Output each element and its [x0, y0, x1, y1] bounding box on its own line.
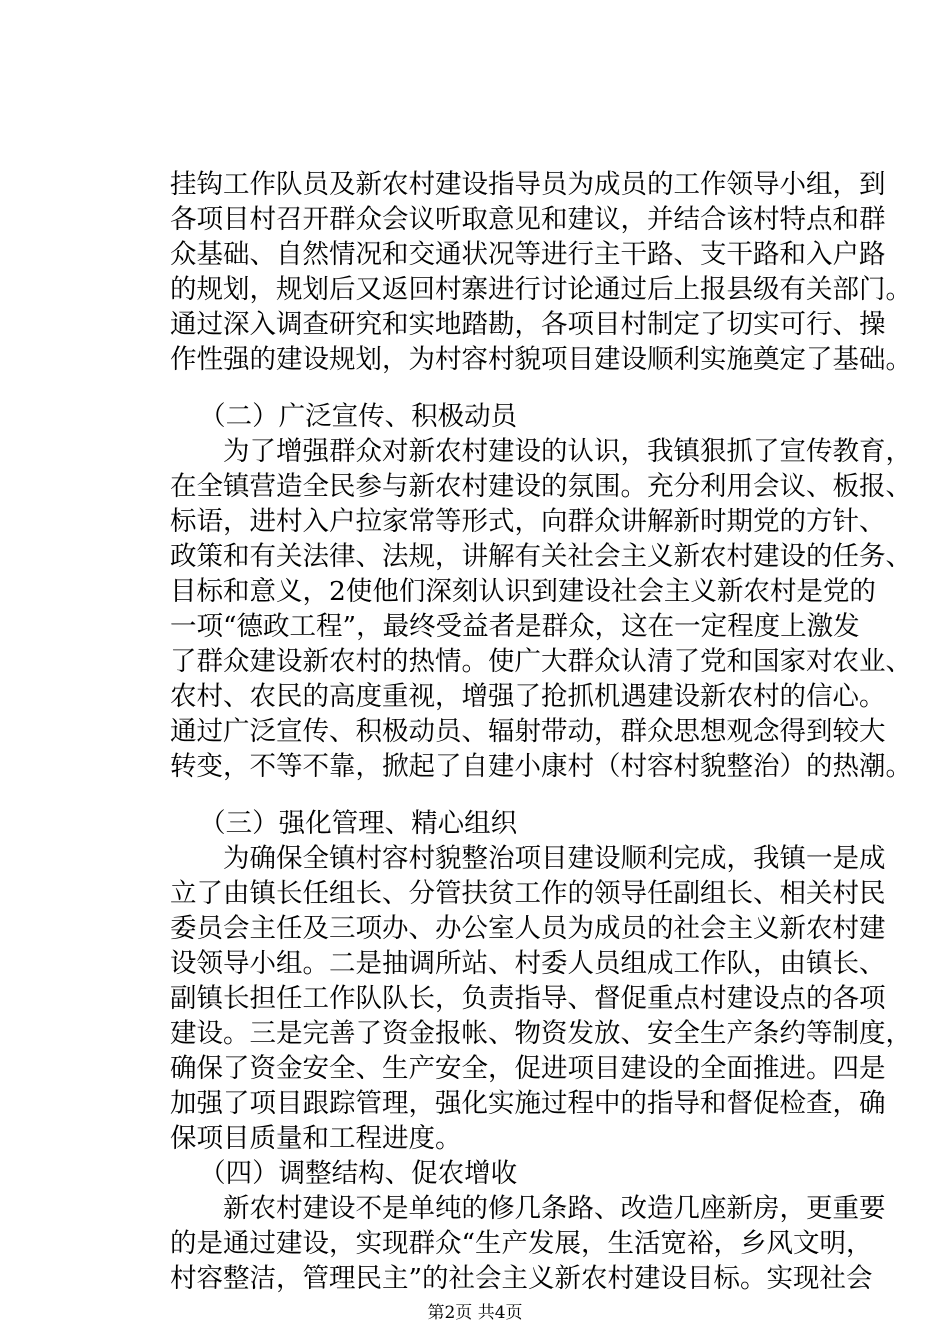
text-line: 目标和意义，2使他们深刻认识到建设社会主义新农村是党的 [170, 576, 876, 607]
section-heading [170, 806, 850, 841]
page-footer [0, 1302, 950, 1324]
section-heading-text: （四）调整结构、促农增收 [199, 1158, 518, 1189]
text-line: 为了增强群众对新农村建设的认识，我镇狠抓了宣传教育， [170, 436, 912, 467]
section-heading-text: （三）强化管理、精心组织 [199, 808, 518, 839]
text-line: 确保了资金安全、生产安全，促进项目建设的全面推进。四是 [170, 1053, 886, 1084]
text-line: 建设。三是完善了资金报帐、物资发放、安全生产条约等制度， [170, 1018, 912, 1049]
text-line: 保项目质量和工程进度。 [170, 1123, 462, 1154]
text-line: 标语，进村入户拉家常等形式，向群众讲解新时期党的方针、 [170, 506, 886, 537]
section-heading [170, 399, 850, 434]
text-line: 立了由镇长任组长、分管扶贫工作的领导任副组长、相关村民 [170, 878, 886, 909]
text-line: 了群众建设新农村的热情。使广大群众认清了党和国家对农业、 [170, 646, 912, 677]
text-line: 各项目村召开群众会议听取意见和建议，并结合该村特点和群 [170, 204, 886, 235]
document-body [170, 167, 912, 1296]
text-line: 新农村建设不是单纯的修几条路、改造几座新房，更重要 [170, 1193, 886, 1224]
text-line: 委员会主任及三项办、办公室人员为成员的社会主义新农村建 [170, 913, 886, 944]
text-line: 为确保全镇村容村貌整治项目建设顺利完成，我镇一是成 [170, 843, 886, 874]
section [170, 1156, 886, 1296]
section [170, 399, 912, 784]
text-line: 挂钩工作队员及新农村建设指导员为成员的工作领导小组，到 [170, 169, 886, 200]
text-line: 政策和有关法律、法规，讲解有关社会主义新农村建设的任务、 [170, 541, 912, 572]
section-heading [170, 1156, 850, 1191]
section-heading-text: （二）广泛宣传、积极动员 [199, 401, 518, 432]
text-line: 作性强的建设规划，为村容村貌项目建设顺利实施奠定了基础。 [170, 344, 912, 375]
text-line: 众基础、自然情况和交通状况等进行主干路、支干路和入户路 [170, 239, 886, 270]
page-number: 第2页 共4页 [427, 1303, 523, 1323]
text-line: 在全镇营造全民参与新农村建设的氛围。充分利用会议、板报、 [170, 471, 912, 502]
text-line: 一项“德政工程”，最终受益者是群众，这在一定程度上激发 [170, 611, 860, 642]
text-line: 设领导小组。二是抽调所站、村委人员组成工作队，由镇长、 [170, 948, 886, 979]
text-line: 村容整洁，管理民主”的社会主义新农村建设目标。实现社会 [170, 1263, 873, 1294]
paragraph [170, 167, 912, 377]
text-line: 的规划，规划后又返回村寨进行讨论通过后上报县级有关部门。 [170, 274, 912, 305]
text-line: 加强了项目跟踪管理，强化实施过程中的指导和督促检查，确 [170, 1088, 886, 1119]
text-line: 农村、农民的高度重视，增强了抢抓机遇建设新农村的信心。 [170, 681, 886, 712]
text-line: 通过深入调查研究和实地踏勘，各项目村制定了切实可行、操 [170, 309, 886, 340]
text-line: 转变，不等不靠，掀起了自建小康村（村容村貌整治）的热潮。 [170, 751, 912, 782]
text-line: 副镇长担任工作队队长，负责指导、督促重点村建设点的各项 [170, 983, 886, 1014]
section [170, 806, 912, 1156]
text-line: 的是通过建设，实现群众“生产发展，生活宽裕，乡风文明， [170, 1228, 873, 1259]
text-line: 通过广泛宣传、积极动员、辐射带动，群众思想观念得到较大 [170, 716, 886, 747]
